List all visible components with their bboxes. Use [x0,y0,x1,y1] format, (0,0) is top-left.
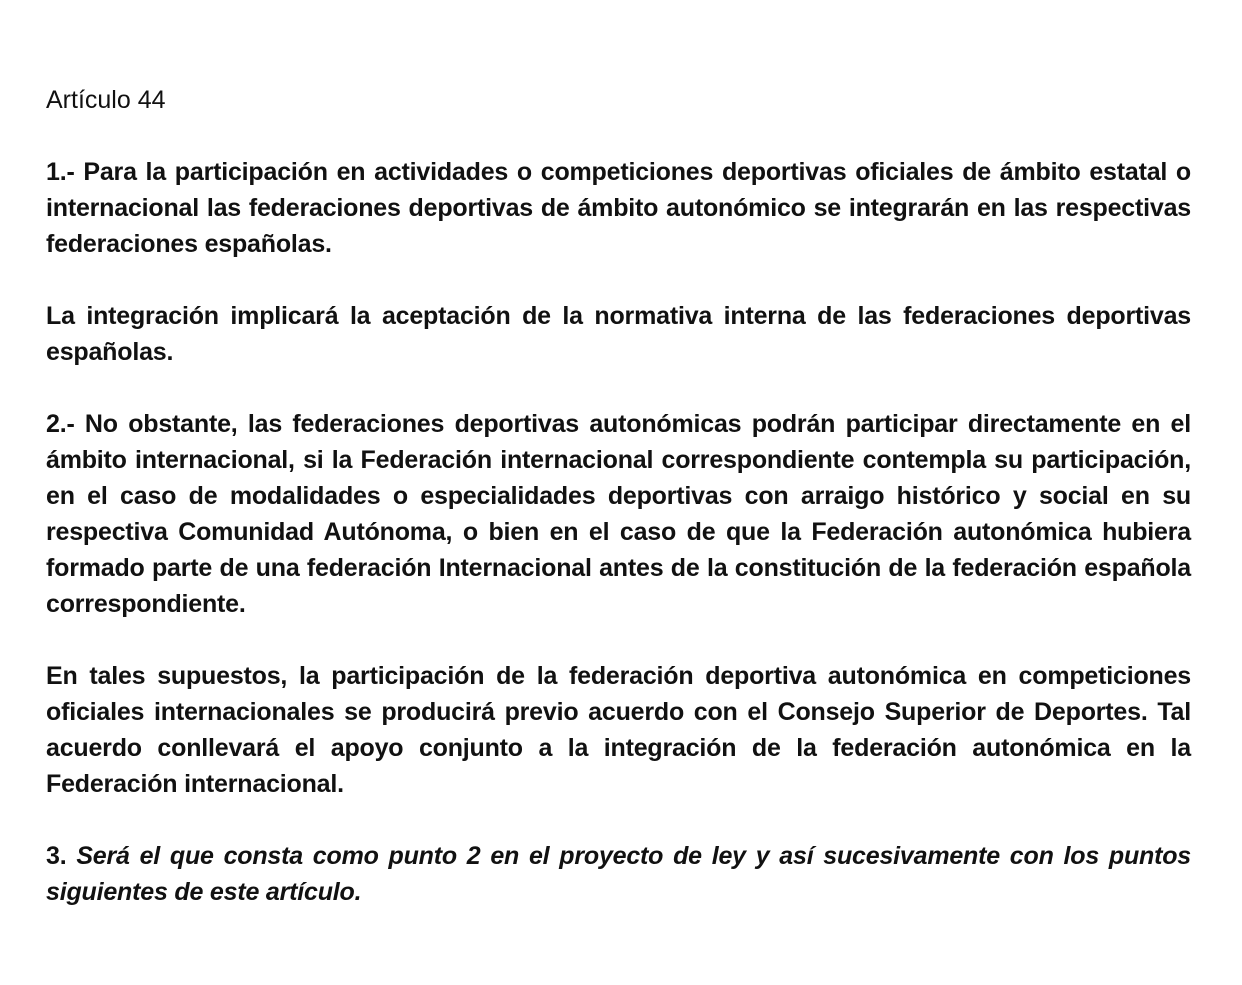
paragraph-5 [46,838,1191,910]
paragraph-3: 2.- No obstante, las federaciones deportivas autonómicas podrán participar directamente en el ámbito internacional, si la Federación internacional correspondiente contempla su participación, en el caso de modalidades o especialidades deportivas con arraigo histórico y social en su respectiva Comunidad Autónoma, o bien en el caso de que la Federación autonómica hubiera formado parte de una federación Internacional antes de la constitución de la federación española correspondiente. [46,410,1191,618]
point-number: 3. [46,842,67,870]
point-3-text: Será el que consta como punto 2 en el proyecto de ley y así sucesivamente con los puntos siguientes de este artículo. [46,842,1191,906]
paragraph-1: 1.- Para la participación en actividades o competiciones deportivas oficiales de ámbito estatal o internacional las federaciones deportivas de ámbito autonómico se integrarán en las respectivas federaciones españolas. [46,158,1191,258]
article-heading: Artículo 44 [46,86,166,114]
document-body [46,82,1191,910]
paragraph-4: En tales supuestos, la participación de la federación deportiva autonómica en competiciones oficiales internacionales se producirá previo acuerdo con el Consejo Superior de Deportes. Tal acuerdo conllevará el apoyo conjunto a la integración de la federación autonómica en la Federación internacional. [46,662,1191,798]
paragraph-2: La integración implicará la aceptación de la normativa interna de las federaciones deportivas españolas. [46,302,1191,366]
